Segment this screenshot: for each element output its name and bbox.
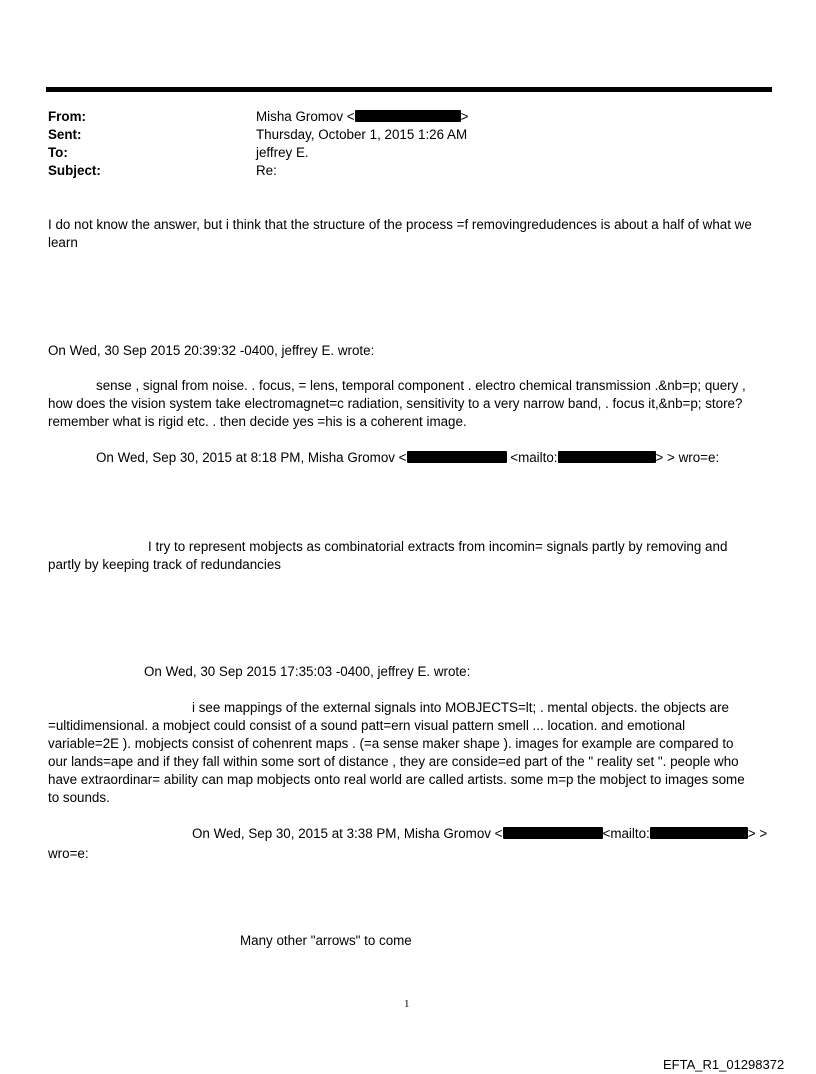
quote-line: sense , signal from noise. . focus, = lens, temporal component . electro chemical transmission .&nb=p; query , bbox=[96, 378, 746, 393]
reply-line: learn bbox=[48, 235, 78, 250]
quote-line: variable=2E ). mobjects consist of cohenrent maps . (=a sense maker shape ). images for example are compared to bbox=[48, 736, 734, 751]
quote-line: to sounds. bbox=[48, 790, 110, 805]
quote-header: On Wed, 30 Sep 2015 17:35:03 -0400, jeffrey E. wrote: bbox=[144, 664, 471, 679]
page-number: 1 bbox=[404, 998, 410, 1010]
from-label: From: bbox=[48, 109, 86, 124]
quote-header-tail: > > wro=e: bbox=[655, 450, 720, 465]
redaction-block bbox=[407, 451, 507, 463]
from-value bbox=[256, 108, 468, 126]
quote-line: remember what is rigid etc. . then decide yes =his is a coherent image. bbox=[48, 414, 467, 429]
quote-header-continued: wro=e: bbox=[48, 846, 89, 861]
quote-line: Many other "arrows" to come bbox=[240, 933, 412, 948]
bates-number: EFTA_R1_01298372 bbox=[663, 1057, 785, 1072]
redaction-block bbox=[503, 827, 603, 839]
quote-header-text: On Wed, Sep 30, 2015 at 3:38 PM, Misha Gromov < bbox=[192, 826, 503, 841]
subject-value: Re: bbox=[256, 163, 277, 178]
quote-line: =ultidimensional. a mobject could consist of a sound patt=ern visual pattern smell ... location. and emotional bbox=[48, 718, 686, 733]
quote-header: On Wed, 30 Sep 2015 20:39:32 -0400, jeffrey E. wrote: bbox=[48, 343, 375, 358]
quote-header-text: On Wed, Sep 30, 2015 at 8:18 PM, Misha Gromov < bbox=[96, 450, 407, 465]
reply-line: I do not know the answer, but i think that the structure of the process =f removingredudences is about a half of what we bbox=[48, 217, 752, 232]
quote-header bbox=[192, 825, 767, 843]
to-label: To: bbox=[48, 145, 68, 160]
mailto-text: <mailto: bbox=[602, 826, 650, 841]
sent-label: Sent: bbox=[48, 127, 82, 142]
mailto-text: <mailto: bbox=[510, 450, 558, 465]
quote-line: partly by keeping track of redundancies bbox=[48, 557, 281, 572]
quote-line: I try to represent mobjects as combinatorial extracts from incomin= signals partly by removing and bbox=[148, 539, 728, 554]
to-value: jeffrey E. bbox=[256, 145, 309, 160]
quote-line: i see mappings of the external signals into MOBJECTS=lt; . mental objects. the objects are bbox=[192, 700, 730, 715]
from-close: > bbox=[460, 109, 469, 124]
quote-header-tail: > > bbox=[747, 826, 768, 841]
quote-line: have extraordinar= ability can map mobjects onto real world are called artists. some m=p the mobject to images some bbox=[48, 772, 745, 787]
sent-value: Thursday, October 1, 2015 1:26 AM bbox=[256, 127, 468, 142]
redaction-block bbox=[355, 110, 461, 122]
header-divider bbox=[46, 87, 772, 92]
redaction-block bbox=[558, 451, 656, 463]
quote-header bbox=[96, 449, 719, 467]
redaction-block bbox=[650, 827, 748, 839]
from-name: Misha Gromov < bbox=[256, 109, 355, 124]
subject-label: Subject: bbox=[48, 163, 101, 178]
quote-line: our lands=ape and if they fall within some sort of distance , they are conside=ed part of the " reality set ". people who bbox=[48, 754, 739, 769]
quote-line: how does the vision system take electromagnet=c radiation, sensitivity to a very narrow band, . focus it,&nb=p; store? bbox=[48, 396, 743, 411]
